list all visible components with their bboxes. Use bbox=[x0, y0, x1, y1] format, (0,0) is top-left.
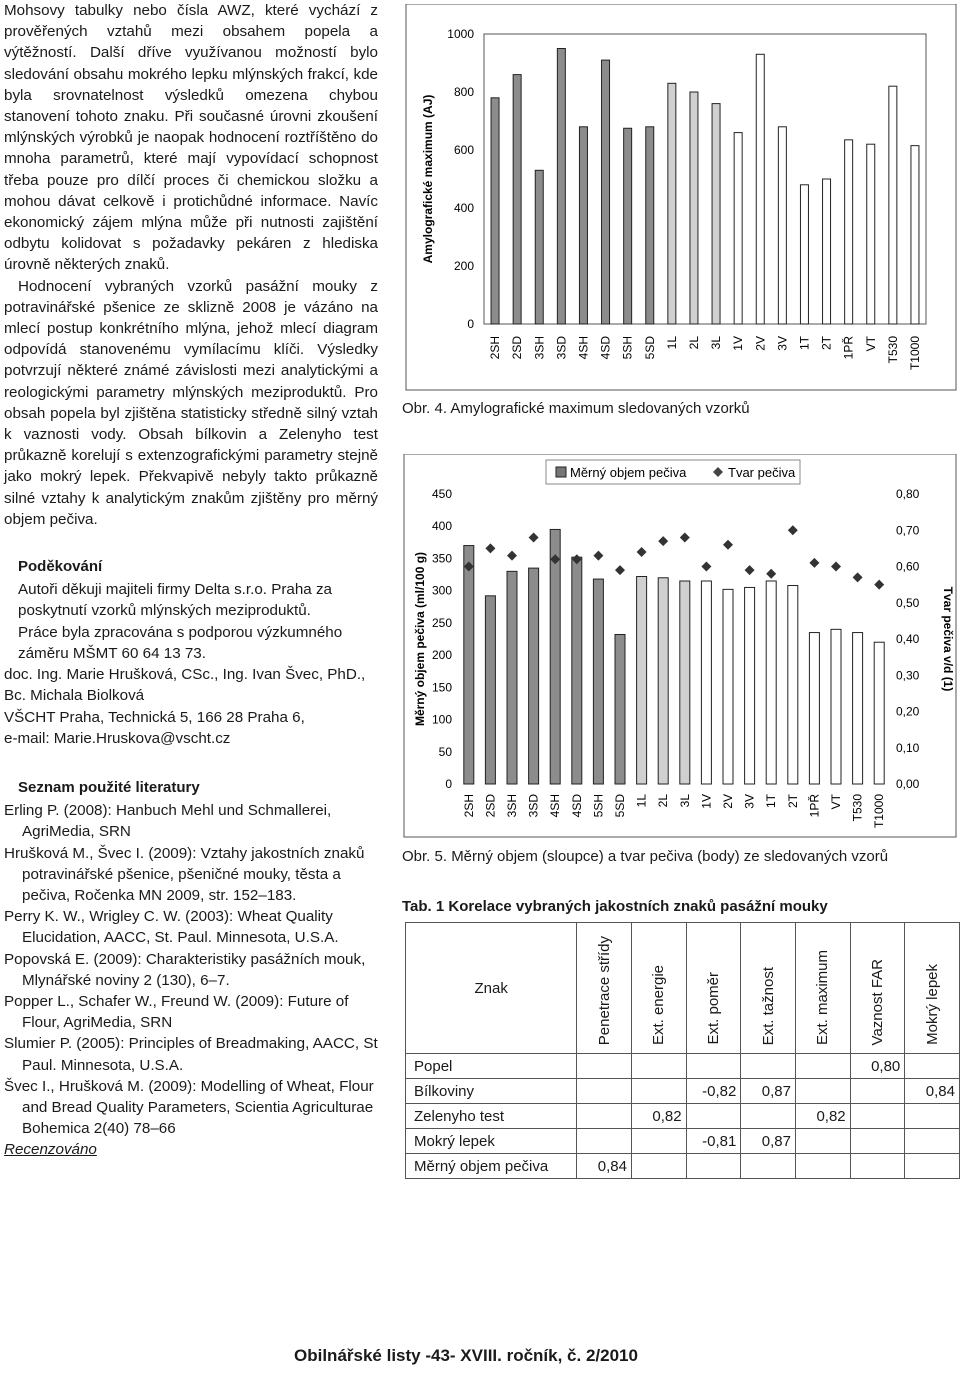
legend-swatch-bars bbox=[556, 467, 566, 477]
y-tick-label: 400 bbox=[453, 201, 474, 215]
bar bbox=[615, 634, 625, 784]
bar bbox=[602, 60, 610, 324]
body-paragraph-1: Mohsovy tabulky nebo čísla AWZ, které vychází z prověřených vztahů mezi obsahem popela a výtěžností. Další dříve využívanou možností bylo sledování obsahu mokrého lepku mlýnských frakcí, kde byla srovnatelnost výsledků omezena chybou stanovení tohoto znaku. Při současné úrovni zkoušení mlýnských výrobků je naopak hodnocení roztříštěno do mnoha parametrů, které mají vypovídací schopnost třeba pouze pro dílčí proces či chemickou složku a mohou dávat celkově i protichůdné informace. Navíc ekonomický zájem mlýna může při nutnosti zajištění odbytu kolidovat s požadavky pekáren z hlediska úrovně některých znaků. bbox=[4, 2, 378, 274]
x-tick-label: 3L bbox=[677, 794, 692, 808]
bar bbox=[701, 581, 711, 784]
bar bbox=[874, 642, 884, 784]
table-cell: 0,84 bbox=[577, 1154, 632, 1179]
table-cell: 0,84 bbox=[905, 1079, 960, 1104]
x-tick-label: 4SH bbox=[576, 336, 591, 360]
table-cell bbox=[577, 1104, 632, 1129]
x-tick-label: T1000 bbox=[907, 336, 922, 371]
references-title: Seznam použité literatury bbox=[18, 778, 200, 796]
table-cell bbox=[631, 1054, 686, 1079]
column-header: Ext. maximum bbox=[796, 923, 851, 1054]
reference-item: Hrušková M., Švec I. (2009): Vztahy jakostních znaků potravinářské pšenice, pšeničné mouky, těsta a pečiva, Ročenka MN 2009, str. 152–183. bbox=[4, 844, 365, 904]
bar bbox=[658, 578, 668, 784]
table-cell bbox=[850, 1154, 905, 1179]
bar bbox=[485, 596, 495, 784]
y-tick-label: 150 bbox=[431, 680, 452, 695]
x-tick-label: 1V bbox=[699, 794, 714, 809]
correlation-table bbox=[405, 922, 960, 1179]
y-tick-label: 200 bbox=[431, 648, 452, 663]
body-paragraph-2: Hodnocení vybraných vzorků pasážní mouky z potravinářské pšenice ze sklizně 2008 je vázáno na mlecí postup konkrétního mlýna, jehož mlecí diagram odpovídá stanovenému vymílacímu klíči. Výsledky potvrzují některé známé závislosti mezi analytickými a reologickými parametry mlýnských meziproduktů. Pro obsah popela byl zjištěna statisticky středně silný vztah k vaznosti vody. Obsah bílkovin a Zelenyho test průkazně korelují s extenzografickými parametry stejně jako mokrý lepek. Překvapivě nebyly takto průkazně silné vztahy k analytickým znakům zjištěny pro měrný objem pečiva. bbox=[4, 277, 378, 528]
column-header: Vaznost FAR bbox=[850, 923, 905, 1054]
row-label: Zelenyho test bbox=[406, 1104, 577, 1129]
table-cell bbox=[741, 1154, 796, 1179]
bar bbox=[756, 54, 764, 324]
table-cell bbox=[905, 1104, 960, 1129]
y-tick-label: 0 bbox=[445, 777, 452, 791]
bar bbox=[637, 576, 647, 784]
y2-tick-label: 0,30 bbox=[896, 668, 920, 683]
table-cell: 0,82 bbox=[631, 1104, 686, 1129]
table-cell bbox=[686, 1104, 741, 1129]
email-line: e-mail: Marie.Hruskova@vscht.cz bbox=[4, 729, 231, 747]
row-label: Měrný objem pečiva bbox=[406, 1154, 577, 1179]
reference-item: Slumier P. (2005): Principles of Breadmaking, AACC, St Paul. Minnesota, U.S.A. bbox=[4, 1035, 378, 1074]
column-header: Ext. tažnost bbox=[741, 923, 796, 1054]
bar bbox=[593, 579, 603, 784]
y-tick-label: 1000 bbox=[447, 27, 474, 41]
x-tick-label: 4SH bbox=[548, 794, 563, 818]
legend-label: Měrný objem pečiva bbox=[570, 465, 687, 480]
figure-5-caption: Obr. 5. Měrný objem (sloupce) a tvar pečiva (body) ze sledovaných vzorů bbox=[402, 848, 889, 865]
x-tick-label: T530 bbox=[850, 794, 865, 822]
x-tick-label: 1T bbox=[797, 336, 812, 351]
reference-item: Švec I., Hrušková M. (2009): Modelling of Wheat, Flour and Bread Quality Parameters, Scientia Agriculturae Bohemica 2(40) 78–66 bbox=[4, 1077, 374, 1138]
x-tick-label: 2T bbox=[785, 794, 800, 809]
left-column bbox=[4, 0, 378, 1161]
legend bbox=[546, 460, 800, 484]
table-cell bbox=[850, 1129, 905, 1154]
reference-item: Perry K. W., Wrigley C. W. (2003): Wheat Quality Elucidation, AACC, St. Paul. Minnesota, U.S.A. bbox=[4, 908, 339, 947]
y2-tick-label: 0,00 bbox=[896, 777, 920, 791]
table-row bbox=[406, 1104, 960, 1129]
table-cell bbox=[631, 1129, 686, 1154]
x-tick-label: T530 bbox=[885, 336, 900, 364]
bar bbox=[624, 128, 632, 324]
reference-item: Popper L., Schafer W., Freund W. (2009): Future of Flour, AgriMedia, SRN bbox=[4, 992, 349, 1032]
y-tick-label: 0 bbox=[467, 317, 474, 331]
y2-tick-label: 0,70 bbox=[896, 523, 920, 538]
y-tick-label: 450 bbox=[431, 487, 452, 501]
bar bbox=[889, 86, 897, 324]
y-tick-label: 600 bbox=[453, 143, 474, 157]
table-cell: 0,80 bbox=[850, 1054, 905, 1079]
x-tick-label: 3V bbox=[775, 336, 790, 351]
table-corner: Znak bbox=[406, 923, 577, 1054]
y-tick-label: 50 bbox=[438, 744, 452, 759]
y2-tick-label: 0,60 bbox=[896, 559, 920, 574]
amylograph-chart bbox=[400, 4, 958, 392]
reference-item: Erling P. (2008): Hanbuch Mehl und Schmallerei, AgriMedia, SRN bbox=[4, 802, 332, 841]
y-tick-label: 300 bbox=[431, 583, 452, 598]
bar bbox=[788, 586, 798, 784]
bar bbox=[823, 179, 831, 324]
legend-label: Tvar pečiva bbox=[728, 465, 796, 480]
row-label: Bílkoviny bbox=[406, 1079, 577, 1104]
x-tick-label: T1000 bbox=[872, 794, 887, 829]
y-axis-label: Měrný objem pečiva (ml/100 g) bbox=[413, 551, 427, 727]
x-tick-label: 5SD bbox=[642, 336, 657, 360]
table-cell bbox=[905, 1054, 960, 1079]
y2-axis-label: Tvar pečiva v/d (1) bbox=[941, 586, 955, 692]
figure-4-caption: Obr. 4. Amylografické maximum sledovaných vzorků bbox=[402, 400, 750, 417]
y2-tick-label: 0,80 bbox=[896, 487, 920, 501]
x-tick-label: 2SH bbox=[461, 794, 476, 818]
bar bbox=[507, 571, 517, 784]
table-row bbox=[406, 1054, 960, 1079]
x-tick-label: 3SH bbox=[532, 336, 547, 360]
x-tick-label: 3V bbox=[742, 794, 757, 809]
y2-tick-label: 0,40 bbox=[896, 632, 920, 646]
footer-text: Obilnářské listy -43- XVIII. ročník, č. 2/2010 bbox=[294, 1346, 638, 1365]
y-tick-label: 100 bbox=[431, 712, 452, 727]
bar bbox=[690, 92, 698, 324]
x-tick-label: 1L bbox=[634, 794, 649, 808]
table-cell: -0,82 bbox=[686, 1079, 741, 1104]
x-tick-label: 2V bbox=[721, 794, 735, 809]
x-tick-label: 1PŘ bbox=[841, 336, 856, 360]
y2-tick-label: 0,50 bbox=[896, 595, 920, 610]
x-tick-label: 2L bbox=[656, 794, 671, 808]
bar bbox=[867, 144, 875, 324]
bar bbox=[572, 557, 582, 784]
bar bbox=[529, 568, 539, 784]
x-tick-label: 4SD bbox=[598, 336, 613, 360]
address-line: VŠCHT Praha, Technická 5, 166 28 Praha 6, bbox=[4, 708, 305, 726]
table-cell bbox=[796, 1129, 851, 1154]
table-cell bbox=[741, 1054, 796, 1079]
bar bbox=[778, 127, 786, 324]
bar bbox=[911, 146, 919, 324]
bar bbox=[766, 581, 776, 784]
column-header: Mokrý lepek bbox=[905, 923, 960, 1054]
bar bbox=[845, 140, 853, 324]
bar bbox=[745, 587, 755, 784]
table-cell bbox=[577, 1054, 632, 1079]
x-tick-label: 3SH bbox=[505, 794, 519, 818]
bread-volume-chart bbox=[400, 454, 958, 839]
table-cell bbox=[905, 1129, 960, 1154]
acknowledgement-line: Práce byla zpracována s podporou výzkumného záměru MŠMT 60 64 13 73. bbox=[18, 623, 343, 662]
x-tick-label: 3L bbox=[709, 336, 724, 350]
y-tick-label: 250 bbox=[431, 615, 452, 630]
table-cell bbox=[850, 1079, 905, 1104]
table-cell bbox=[577, 1129, 632, 1154]
table-cell bbox=[796, 1079, 851, 1104]
bar bbox=[491, 98, 499, 324]
bar bbox=[809, 633, 819, 784]
table-cell: 0,87 bbox=[741, 1129, 796, 1154]
table-cell bbox=[577, 1079, 632, 1104]
bar bbox=[712, 104, 720, 324]
table-cell bbox=[631, 1079, 686, 1104]
row-label: Mokrý lepek bbox=[406, 1129, 577, 1154]
bar bbox=[579, 127, 587, 324]
x-tick-label: 1V bbox=[731, 336, 746, 351]
reviewed-link[interactable]: Recenzováno bbox=[4, 1141, 97, 1159]
table-cell: -0,81 bbox=[686, 1129, 741, 1154]
table-title: Tab. 1 Korelace vybraných jakostních znaků pasážní mouky bbox=[402, 898, 828, 915]
column-header: Penetrace střídy bbox=[577, 923, 632, 1054]
table-cell bbox=[796, 1154, 851, 1179]
bar bbox=[550, 529, 560, 784]
bar bbox=[734, 133, 742, 324]
acknowledgement-line: Autoři děkuji majiteli firmy Delta s.r.o. Praha za poskytnutí vzorků mlýnských meziproduktů. bbox=[18, 581, 332, 620]
row-label: Popel bbox=[406, 1054, 577, 1079]
bar bbox=[853, 633, 863, 784]
y-tick-label: 350 bbox=[431, 551, 452, 566]
x-tick-label: 5SH bbox=[591, 794, 606, 818]
x-tick-label: 2V bbox=[753, 336, 768, 351]
x-tick-label: 4SD bbox=[569, 794, 584, 818]
table-row bbox=[406, 1154, 960, 1179]
table-cell: 0,82 bbox=[796, 1104, 851, 1129]
x-tick-label: 1PŘ bbox=[807, 794, 822, 818]
x-tick-label: 2SD bbox=[510, 336, 525, 360]
y-tick-label: 200 bbox=[453, 259, 474, 273]
x-tick-label: 1T bbox=[764, 794, 779, 809]
bar bbox=[831, 629, 841, 784]
x-tick-label: 5SH bbox=[620, 336, 635, 360]
bar bbox=[668, 83, 676, 324]
table-cell bbox=[796, 1054, 851, 1079]
table-cell bbox=[850, 1104, 905, 1129]
bar bbox=[535, 170, 543, 324]
table-cell bbox=[631, 1154, 686, 1179]
bar bbox=[800, 185, 808, 324]
x-tick-label: 2T bbox=[819, 336, 834, 351]
bar bbox=[464, 546, 474, 784]
x-tick-label: 5SD bbox=[613, 794, 627, 818]
x-tick-label: 3SD bbox=[554, 336, 569, 360]
y2-tick-label: 0,10 bbox=[896, 740, 920, 755]
table-row bbox=[406, 1129, 960, 1154]
table-cell bbox=[686, 1154, 741, 1179]
table-cell bbox=[741, 1104, 796, 1129]
x-tick-label: 2SH bbox=[488, 336, 503, 360]
y-axis-label: Amylografické maximum (AJ) bbox=[421, 94, 435, 264]
bar bbox=[680, 581, 690, 784]
x-tick-label: 2L bbox=[686, 336, 701, 350]
y-tick-label: 400 bbox=[431, 519, 452, 534]
author-line: doc. Ing. Marie Hrušková, CSc., Ing. Ivan Švec, PhD., Bc. Michala Biolková bbox=[4, 666, 366, 705]
table-row bbox=[406, 1079, 960, 1104]
table-cell bbox=[686, 1054, 741, 1079]
bar bbox=[557, 49, 565, 325]
x-tick-label: VT bbox=[863, 336, 878, 352]
table-cell bbox=[905, 1154, 960, 1179]
column-header: Ext. energie bbox=[631, 923, 686, 1054]
bar bbox=[513, 75, 521, 324]
x-tick-label: 1L bbox=[664, 336, 679, 350]
y-tick-label: 800 bbox=[453, 85, 474, 99]
table-cell: 0,87 bbox=[741, 1079, 796, 1104]
bar bbox=[723, 589, 733, 784]
column-header: Ext. poměr bbox=[686, 923, 741, 1054]
x-tick-label: 3SD bbox=[526, 794, 541, 818]
reference-item: Popovská E. (2009): Charakteristiky pasážních mouk, Mlynářské noviny 2 (130), 6–7. bbox=[4, 950, 366, 989]
x-tick-label: 2SD bbox=[483, 794, 498, 818]
table-header-row bbox=[406, 923, 960, 1054]
bar bbox=[646, 127, 654, 324]
y2-tick-label: 0,20 bbox=[896, 704, 920, 719]
x-tick-label: VT bbox=[829, 794, 843, 810]
acknowledgement-title: Poděkování bbox=[18, 558, 103, 576]
